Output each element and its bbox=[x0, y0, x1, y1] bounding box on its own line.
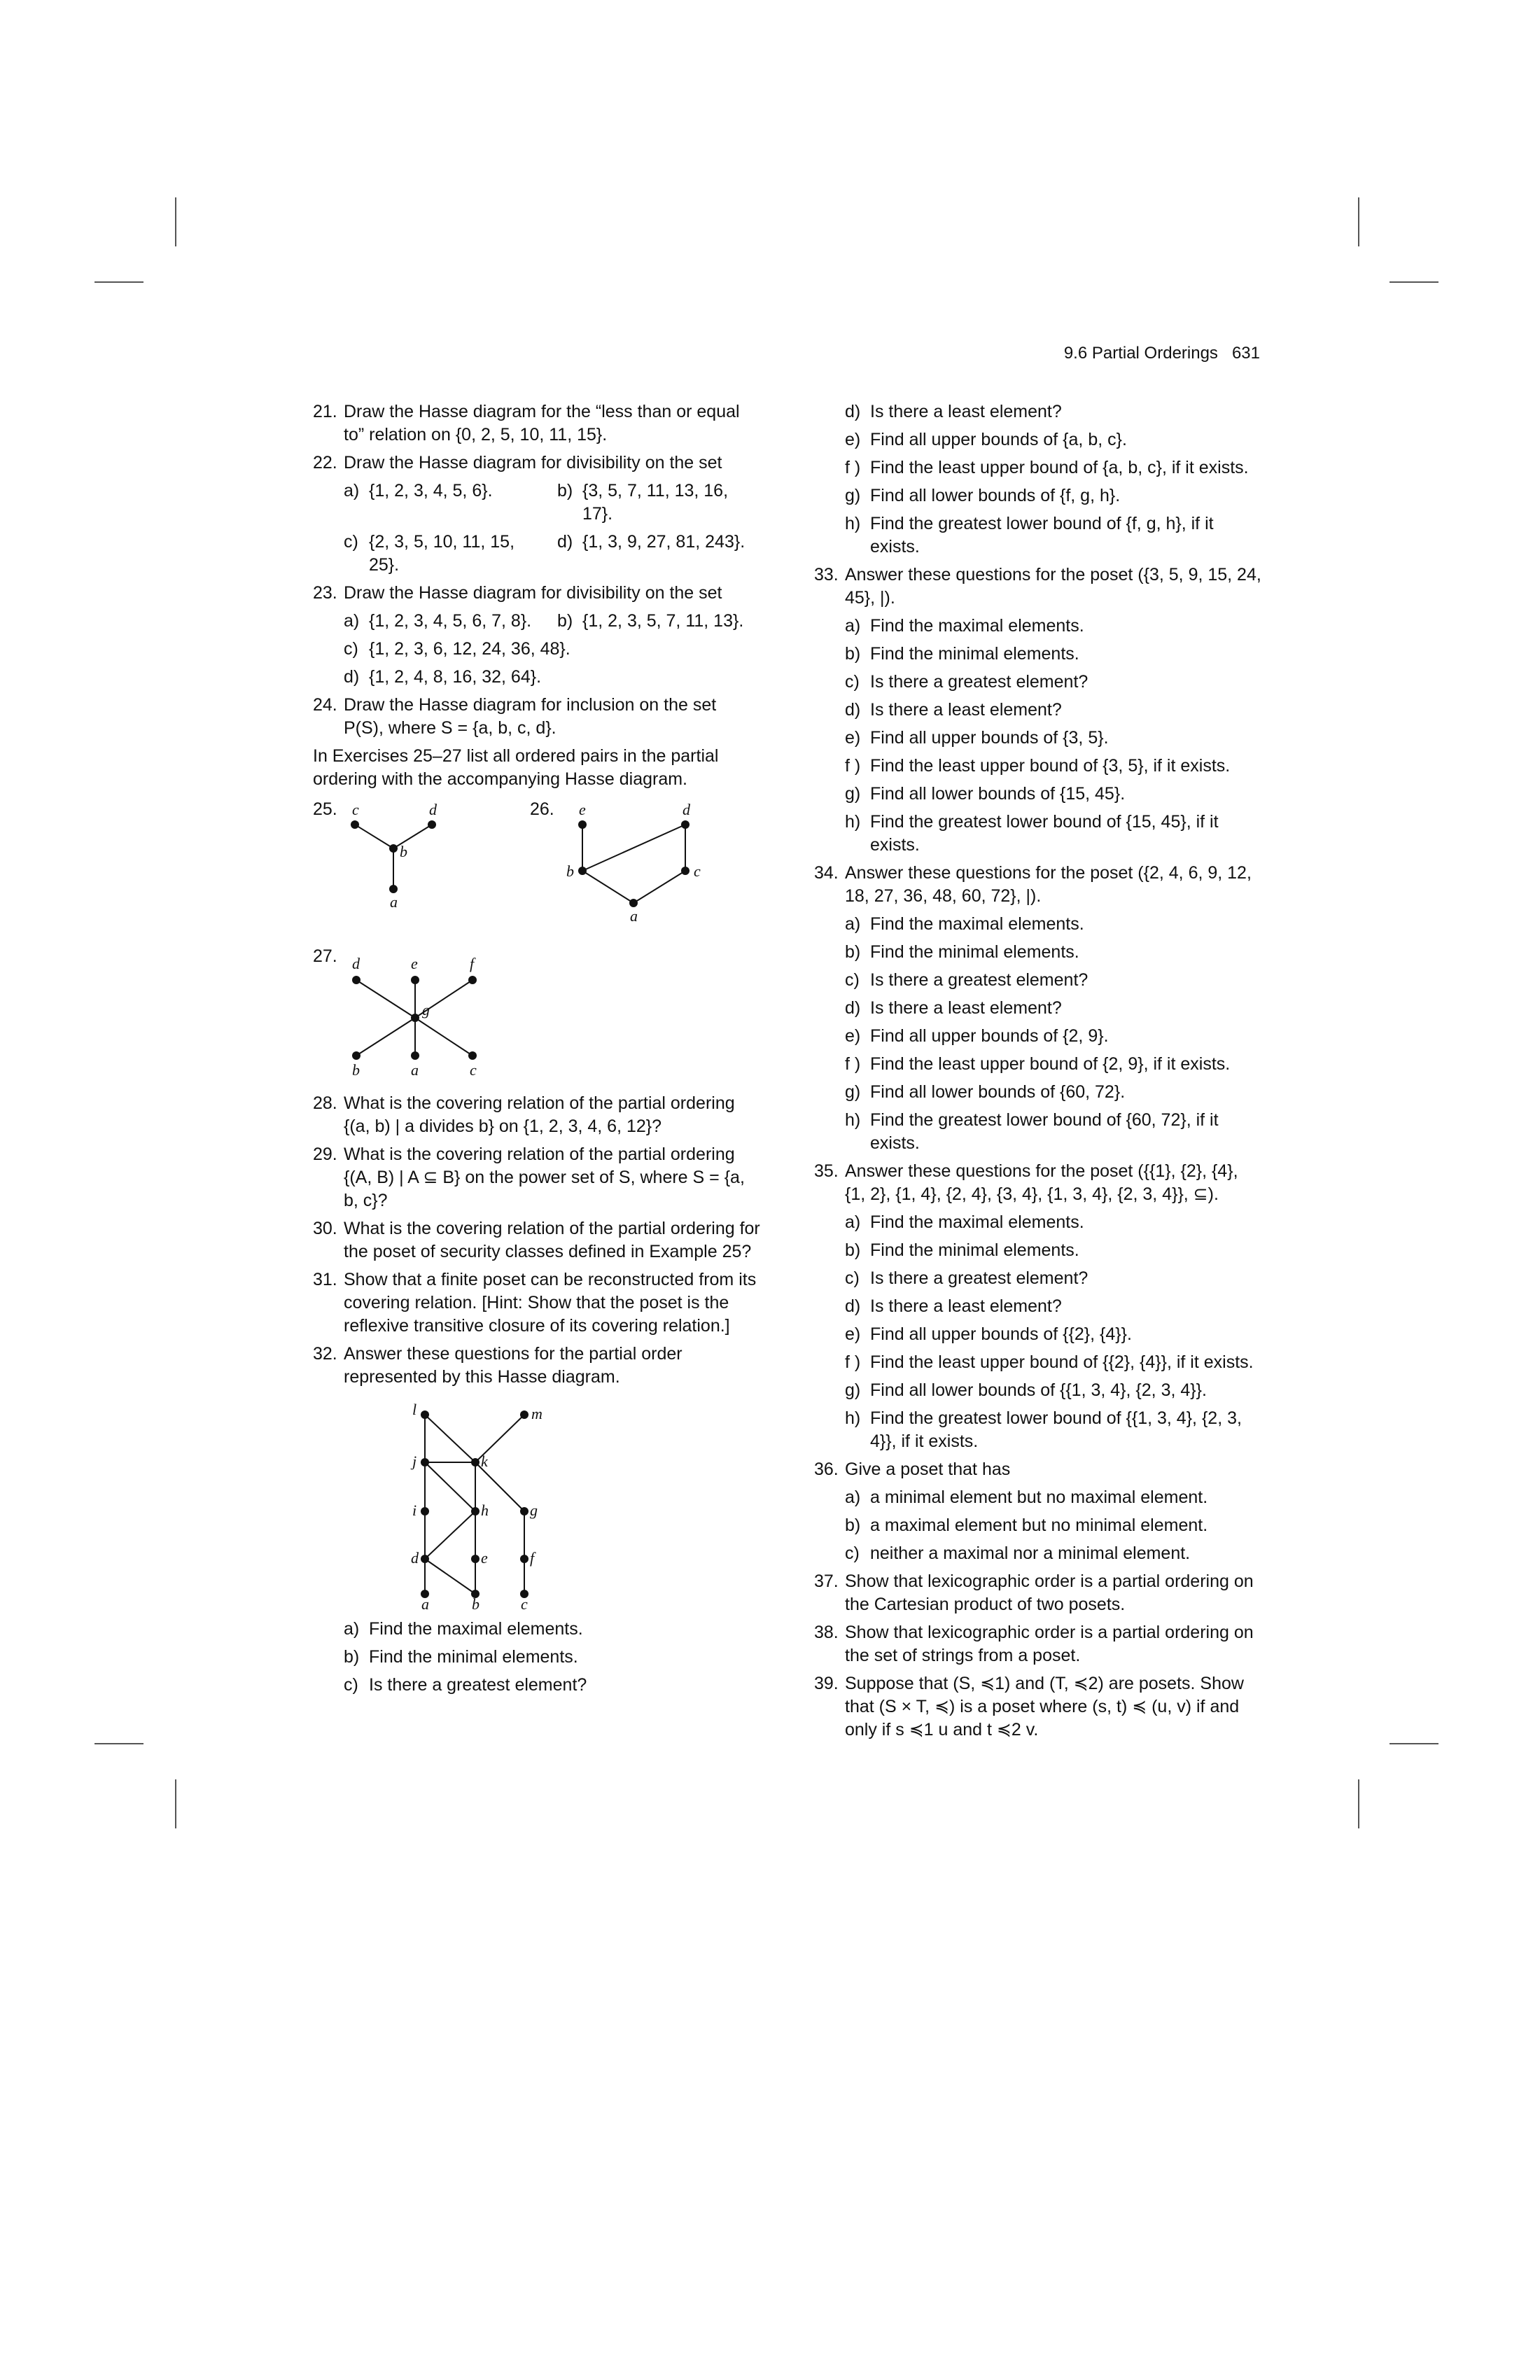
node-g bbox=[411, 1014, 419, 1022]
hasse-diagram-26: 26. e d b c a bbox=[530, 799, 701, 925]
label-e: e bbox=[579, 801, 586, 818]
exercise-34: 34. Answer these questions for the poset ({2, 4, 6, 9, 12, 18, 27, 36, 48, 60, 72}, |). bbox=[814, 863, 1252, 906]
exercise-22-parts-cd: c) {2, 3, 5, 10, 11, 15, 25}. d) {1, 3, 9, 27, 81, 243}. bbox=[344, 532, 746, 575]
label-j: j bbox=[412, 1452, 417, 1470]
label-m: m bbox=[531, 1405, 542, 1422]
label-d: d bbox=[352, 955, 360, 972]
label-c: c bbox=[352, 801, 359, 818]
right-column bbox=[814, 400, 1262, 1746]
exercise-34-part-f: f ) Find the least upper bound of {2, 9}, if it exists. bbox=[845, 1054, 1231, 1074]
exercise-34-part-b: b) Find the minimal elements. bbox=[845, 942, 1079, 962]
exercise-35-part-f: f ) Find the least upper bound of {{2}, {4}}, if it exists. bbox=[845, 1352, 1254, 1372]
exercise-32-part-c: c) Is there a greatest element? bbox=[344, 1675, 587, 1695]
label-h: h bbox=[481, 1502, 489, 1519]
label-b: b bbox=[400, 843, 407, 860]
label-g: g bbox=[530, 1502, 538, 1519]
node-c bbox=[468, 1051, 477, 1060]
exercise-34-part-g: g) Find all lower bounds of {60, 72}. bbox=[845, 1082, 1126, 1102]
exercise-33-part-b: b) Find the minimal elements. bbox=[845, 644, 1079, 664]
page-number: 631 bbox=[1231, 344, 1260, 363]
label-b: b bbox=[566, 862, 574, 880]
label-g: g bbox=[422, 1001, 430, 1018]
exercise-33-part-h: h) Find the greatest lower bound of {15, 45}, if it exists. bbox=[845, 812, 1219, 855]
node-e bbox=[411, 976, 419, 984]
exercise-34-part-a: a) Find the maximal elements. bbox=[845, 914, 1084, 934]
figures-25-26 bbox=[313, 798, 761, 938]
node-b bbox=[578, 867, 587, 875]
node-a bbox=[411, 1051, 419, 1060]
section-title: 9.6 Partial Orderings bbox=[1063, 344, 1218, 363]
exercise-32-part-h: h) Find the greatest lower bound of {f, g, h}, if it exists. bbox=[845, 514, 1214, 556]
left-column bbox=[313, 400, 761, 1702]
exercise-32-part-b: b) Find the minimal elements. bbox=[344, 1647, 578, 1667]
exercise-23-part-d: d) {1, 2, 4, 8, 16, 32, 64}. bbox=[344, 667, 542, 687]
node-h bbox=[471, 1507, 479, 1516]
exercise-28: 28. What is the covering relation of the partial ordering {(a, b) | a divides b} on {1, 2, 3, 4, 6, 12}? bbox=[313, 1093, 735, 1136]
exercise-35-part-d: d) Is there a least element? bbox=[845, 1296, 1062, 1316]
node-b bbox=[389, 844, 398, 853]
exercise-32-part-e: e) Find all upper bounds of {a, b, c}. bbox=[845, 430, 1127, 449]
running-head bbox=[980, 342, 1260, 365]
figure-27 bbox=[313, 945, 761, 1085]
exercise-33: 33. Answer these questions for the poset ({3, 5, 9, 15, 24, 45}, |). bbox=[814, 565, 1261, 608]
node-l bbox=[421, 1410, 429, 1419]
exercise-29: 29. What is the covering relation of the partial ordering {(A, B) | A ⊆ B} on the power set of S, where S = {a, b, c}? bbox=[313, 1144, 745, 1210]
label-a: a bbox=[421, 1595, 429, 1611]
label-d: d bbox=[682, 801, 690, 818]
hasse-diagram-32 bbox=[355, 1394, 579, 1611]
label-b: b bbox=[472, 1595, 479, 1611]
exercise-35-part-a: a) Find the maximal elements. bbox=[845, 1212, 1084, 1232]
exercise-33-part-c: c) Is there a greatest element? bbox=[845, 672, 1088, 692]
label-l: l bbox=[412, 1401, 417, 1418]
exercise-21: 21. Draw the Hasse diagram for the “less than or equal to” relation on {0, 2, 5, 10, 11, 15}. bbox=[313, 402, 740, 444]
exercise-35-part-e: e) Find all upper bounds of {{2}, {4}}. bbox=[845, 1324, 1132, 1344]
exercise-31: 31. Show that a finite poset can be reconstructed from its covering relation. [Hint: Show that the poset is the reflexive transitive closure of its covering relation.] bbox=[313, 1270, 757, 1336]
label-c: c bbox=[694, 862, 701, 880]
node-k bbox=[471, 1458, 479, 1466]
node-j bbox=[421, 1458, 429, 1466]
node-m bbox=[520, 1410, 528, 1419]
label-a: a bbox=[390, 893, 398, 911]
node-d bbox=[428, 820, 436, 829]
exercise-34-part-e: e) Find all upper bounds of {2, 9}. bbox=[845, 1026, 1109, 1046]
node-c bbox=[681, 867, 690, 875]
node-g bbox=[520, 1507, 528, 1516]
exercise-33-part-a: a) Find the maximal elements. bbox=[845, 616, 1084, 636]
exercises-25-27-intro: In Exercises 25–27 list all ordered pairs in the partial ordering with the accompanying Hasse diagram. bbox=[313, 746, 719, 789]
crop-mark-bottom-left bbox=[175, 1779, 176, 1828]
exercise-24: 24. Draw the Hasse diagram for inclusion on the set P(S), where S = {a, b, c, d}. bbox=[313, 695, 717, 738]
exercise-36-part-a: a) a minimal element but no maximal element. bbox=[845, 1488, 1208, 1507]
exercise-35-part-g: g) Find all lower bounds of {{1, 3, 4}, {2, 3, 4}}. bbox=[845, 1380, 1207, 1400]
node-f bbox=[468, 976, 477, 984]
exercise-32-part-g: g) Find all lower bounds of {f, g, h}. bbox=[845, 486, 1121, 505]
node-e bbox=[578, 820, 587, 829]
crop-mark-bottom-right-h bbox=[1390, 1743, 1438, 1744]
exercise-22-parts-ab: a) {1, 2, 3, 4, 5, 6}. b) {3, 5, 7, 11, 13, 16, 17}. bbox=[344, 481, 729, 524]
exercise-36-part-c: c) neither a maximal nor a minimal element. bbox=[845, 1544, 1191, 1563]
label-i: i bbox=[412, 1502, 417, 1519]
node-i bbox=[421, 1507, 429, 1516]
exercise-36-part-b: b) a maximal element but no minimal element. bbox=[845, 1516, 1208, 1535]
node-f bbox=[520, 1555, 528, 1563]
node-e bbox=[471, 1555, 479, 1563]
label-f: f bbox=[470, 955, 475, 972]
node-b bbox=[352, 1051, 360, 1060]
crop-mark-bottom-right bbox=[1358, 1779, 1359, 1828]
label-a: a bbox=[630, 907, 638, 925]
crop-mark-bottom-left-h bbox=[94, 1743, 144, 1744]
crop-mark-top-right bbox=[1358, 197, 1359, 246]
label-e: e bbox=[481, 1549, 488, 1567]
exercise-34-part-d: d) Is there a least element? bbox=[845, 998, 1062, 1018]
exercise-33-part-g: g) Find all lower bounds of {15, 45}. bbox=[845, 784, 1126, 804]
label-e: e bbox=[411, 955, 418, 972]
crop-mark-top-right-h bbox=[1390, 281, 1438, 283]
hasse-diagram-27: 27. d e f g b a c bbox=[313, 946, 477, 1079]
label-f: f bbox=[530, 1549, 535, 1567]
exercise-33-part-e: e) Find all upper bounds of {3, 5}. bbox=[845, 728, 1109, 748]
exercise-23-parts-ab: a) {1, 2, 3, 4, 5, 6, 7, 8}. b) {1, 2, 3, 5, 7, 11, 13}. bbox=[344, 611, 744, 631]
crop-mark-top-left-h bbox=[94, 281, 144, 283]
node-d bbox=[421, 1555, 429, 1563]
label-b: b bbox=[352, 1061, 360, 1079]
exercise-35-part-c: c) Is there a greatest element? bbox=[845, 1268, 1088, 1288]
exercise-39: 39. Suppose that (S, ≼1) and (T, ≼2) are posets. Show that (S × T, ≼) is a poset where (s, t) ≼ (u, v) if and only if s ≼1 u and t ≼2 v. bbox=[814, 1674, 1244, 1740]
exercise-32-part-a: a) Find the maximal elements. bbox=[344, 1619, 583, 1639]
label-d: d bbox=[429, 801, 437, 818]
label-c: c bbox=[470, 1061, 477, 1079]
exercise-37: 37. Show that lexicographic order is a partial ordering on the Cartesian product of two posets. bbox=[814, 1572, 1254, 1614]
exercise-32-part-f: f ) Find the least upper bound of {a, b, c}, if it exists. bbox=[845, 458, 1249, 477]
label-k: k bbox=[481, 1452, 488, 1470]
exercise-23-part-c: c) {1, 2, 3, 6, 12, 24, 36, 48}. bbox=[344, 639, 570, 659]
exercise-30: 30. What is the covering relation of the partial ordering for the poset of security classes defined in Example 25? bbox=[313, 1219, 760, 1261]
exercise-33-part-d: d) Is there a least element? bbox=[845, 700, 1062, 720]
exercise-34-part-h: h) Find the greatest lower bound of {60, 72}, if it exists. bbox=[845, 1110, 1219, 1153]
exercise-35-part-b: b) Find the minimal elements. bbox=[845, 1240, 1079, 1260]
exercise-23: 23. Draw the Hasse diagram for divisibility on the set bbox=[313, 583, 722, 603]
node-c bbox=[351, 820, 359, 829]
node-d bbox=[352, 976, 360, 984]
exercise-38: 38. Show that lexicographic order is a partial ordering on the set of strings from a poset. bbox=[814, 1623, 1254, 1665]
exercise-32: 32. Answer these questions for the partial order represented by this Hasse diagram. bbox=[313, 1344, 682, 1387]
exercise-33-part-f: f ) Find the least upper bound of {3, 5}, if it exists. bbox=[845, 756, 1231, 776]
label-c: c bbox=[521, 1595, 528, 1611]
exercise-32-part-d: d) Is there a least element? bbox=[845, 402, 1062, 421]
crop-mark-top-left bbox=[175, 197, 176, 246]
node-a bbox=[629, 899, 638, 907]
figure-32 bbox=[313, 1394, 761, 1611]
label-d: d bbox=[411, 1549, 419, 1567]
exercise-35: 35. Answer these questions for the poset ({{1}, {2}, {4}, {1, 2}, {1, 4}, {2, 4}, {3, 4}, {1, 3, 4}, {2, 3, 4}}, ⊆). bbox=[814, 1161, 1238, 1204]
exercise-36: 36. Give a poset that has bbox=[814, 1460, 1011, 1479]
exercise-35-part-h: h) Find the greatest lower bound of {{1, 3, 4}, {2, 3, 4}}, if it exists. bbox=[845, 1408, 1242, 1451]
hasse-diagram-25: 25. c d b a bbox=[313, 799, 437, 911]
node-d bbox=[681, 820, 690, 829]
exercise-34-part-c: c) Is there a greatest element? bbox=[845, 970, 1088, 990]
label-a: a bbox=[411, 1061, 419, 1079]
exercise-22: 22. Draw the Hasse diagram for divisibility on the set bbox=[313, 453, 722, 472]
node-a bbox=[389, 885, 398, 893]
